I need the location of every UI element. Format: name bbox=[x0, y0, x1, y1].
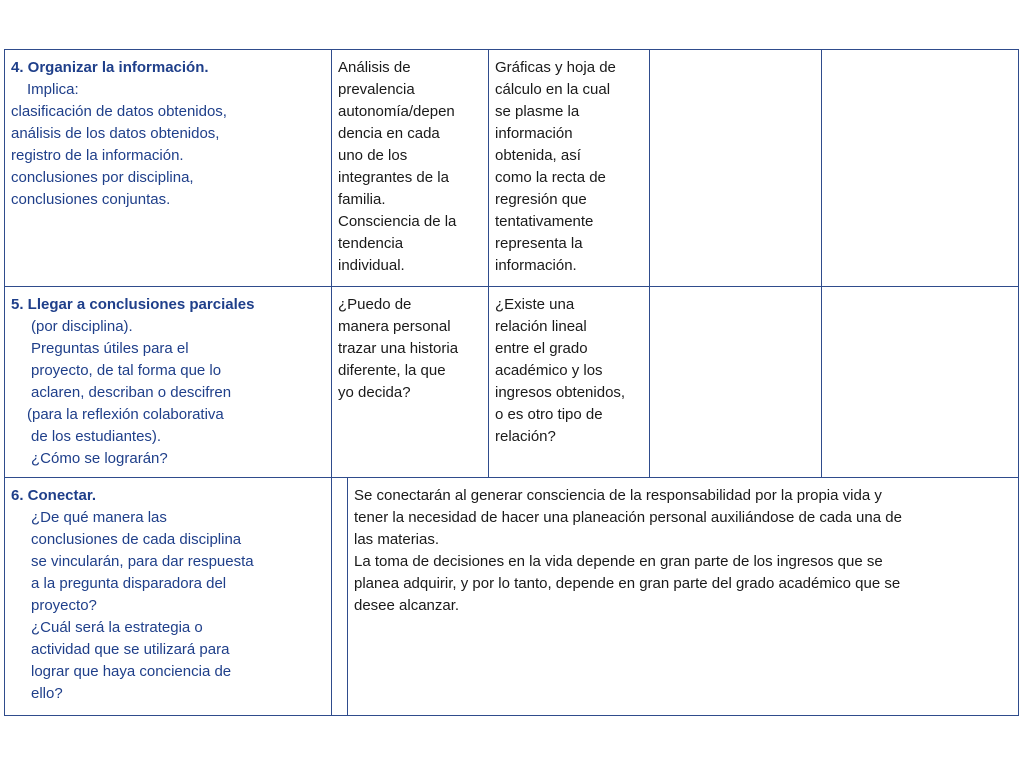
empty-cell bbox=[822, 287, 1019, 478]
step-4-analysis-cell bbox=[332, 50, 489, 287]
step-4-line: conclusiones por disciplina, bbox=[11, 169, 194, 186]
relation-line: relación lineal bbox=[495, 318, 587, 335]
step-5-cell bbox=[5, 287, 332, 478]
empty-cell bbox=[650, 50, 822, 287]
step-6-line: conclusiones de cada disciplina bbox=[31, 531, 242, 548]
step-5-line: Preguntas útiles para el bbox=[31, 340, 189, 357]
connection-line: las materias. bbox=[354, 531, 440, 548]
product-line: representa la bbox=[495, 235, 583, 252]
connection-line: La toma de decisiones en la vida depende en gran parte de los ingresos que se bbox=[354, 553, 883, 570]
step-5-line: ¿Cómo se lograrán? bbox=[31, 450, 168, 467]
question-line: yo decida? bbox=[338, 384, 411, 401]
step-5-line: de los estudiantes). bbox=[31, 428, 162, 445]
question-line: diferente, la que bbox=[338, 362, 446, 379]
step-6-line: ello? bbox=[31, 685, 63, 702]
connection-line: desee alcanzar. bbox=[354, 597, 460, 614]
step-5-line: proyecto, de tal forma que lo bbox=[31, 362, 222, 379]
step-5-line: aclaren, describan o descifren bbox=[31, 384, 232, 401]
step-4-line: análisis de los datos obtenidos, bbox=[11, 125, 220, 142]
analysis-line: Consciencia de la bbox=[338, 213, 457, 230]
relation-line: ¿Existe una bbox=[495, 296, 575, 313]
product-line: información bbox=[495, 125, 573, 142]
relation-line: académico y los bbox=[495, 362, 603, 379]
analysis-line: tendencia bbox=[338, 235, 404, 252]
table-row-step-4 bbox=[5, 50, 1019, 287]
step-5-relation-cell bbox=[489, 287, 650, 478]
step-6-line: actividad que se utilizará para bbox=[31, 641, 230, 658]
product-line: cálculo en la cual bbox=[495, 81, 611, 98]
product-line: información. bbox=[495, 257, 577, 274]
analysis-line: dencia en cada bbox=[338, 125, 440, 142]
connection-line: tener la necesidad de hacer una planeación personal auxiliándose de cada una de bbox=[354, 509, 902, 526]
step-4-title: 4. Organizar la información. bbox=[11, 59, 209, 76]
step-4-line: clasificación de datos obtenidos, bbox=[11, 103, 227, 120]
divider-cell bbox=[332, 478, 348, 716]
analysis-line: integrantes de la bbox=[338, 169, 449, 186]
step-6-line: ¿De qué manera las bbox=[31, 509, 167, 526]
analysis-line: uno de los bbox=[338, 147, 408, 164]
product-line: tentativamente bbox=[495, 213, 594, 230]
step-6-line: a la pregunta disparadora del bbox=[31, 575, 227, 592]
step-6-connection-cell bbox=[348, 478, 1019, 716]
question-line: manera personal bbox=[338, 318, 451, 335]
table-row-step-6 bbox=[5, 478, 1019, 716]
relation-line: o es otro tipo de bbox=[495, 406, 603, 423]
step-6-line: se vincularán, para dar respuesta bbox=[31, 553, 254, 570]
relation-line: ingresos obtenidos, bbox=[495, 384, 626, 401]
relation-line: entre el grado bbox=[495, 340, 588, 357]
product-line: regresión que bbox=[495, 191, 587, 208]
step-6-line: proyecto? bbox=[31, 597, 97, 614]
analysis-line: prevalencia bbox=[338, 81, 415, 98]
connection-line: Se conectarán al generar consciencia de la responsabilidad por la propia vida y bbox=[354, 487, 882, 504]
analysis-line: individual. bbox=[338, 257, 405, 274]
step-5-line: (para la reflexión colaborativa bbox=[27, 406, 224, 423]
step-5-question-cell bbox=[332, 287, 489, 478]
question-line: trazar una historia bbox=[338, 340, 459, 357]
step-5-title: 5. Llegar a conclusiones parciales bbox=[11, 296, 255, 313]
planning-table bbox=[4, 49, 1019, 716]
step-4-cell bbox=[5, 50, 332, 287]
empty-cell bbox=[650, 287, 822, 478]
question-line: ¿Puedo de bbox=[338, 296, 412, 313]
product-line: se plasme la bbox=[495, 103, 580, 120]
step-6-cell bbox=[5, 478, 332, 716]
step-5-line: (por disciplina). bbox=[31, 318, 133, 335]
product-line: como la recta de bbox=[495, 169, 606, 186]
analysis-line: familia. bbox=[338, 191, 386, 208]
product-line: obtenida, así bbox=[495, 147, 581, 164]
step-4-product-cell bbox=[489, 50, 650, 287]
step-6-line: ¿Cuál será la estrategia o bbox=[31, 619, 203, 636]
connection-line: planea adquirir, y por lo tanto, depende en gran parte del grado académico que se bbox=[354, 575, 901, 592]
relation-line: relación? bbox=[495, 428, 556, 445]
step-4-line: Implica: bbox=[27, 81, 79, 98]
analysis-line: Análisis de bbox=[338, 59, 411, 76]
step-4-line: registro de la información. bbox=[11, 147, 184, 164]
analysis-line: autonomía/depen bbox=[338, 103, 455, 120]
step-4-line: conclusiones conjuntas. bbox=[11, 191, 171, 208]
product-line: Gráficas y hoja de bbox=[495, 59, 616, 76]
step-6-title: 6. Conectar. bbox=[11, 487, 97, 504]
step-6-line: lograr que haya conciencia de bbox=[31, 663, 232, 680]
table-row-step-5 bbox=[5, 287, 1019, 478]
empty-cell bbox=[822, 50, 1019, 287]
